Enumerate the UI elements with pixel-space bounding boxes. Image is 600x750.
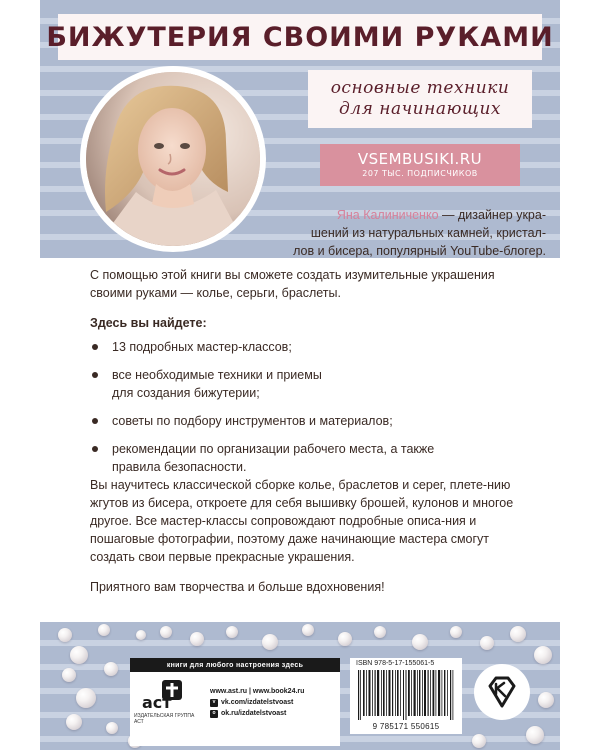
intro-paragraph: С помощью этой книги вы сможете создать изумительные украшения своими руками — колье, серьги, браслеты.	[90, 268, 495, 300]
pearl-icon	[76, 688, 96, 708]
author-bio-line-2: шений из натуральных камней, кристал-	[310, 226, 546, 240]
channel-name: VSEMBUSIKI.RU	[357, 150, 483, 168]
description-paragraph: Вы научитесь классической сборке колье, браслетов и серег, плете-нию жгутов из бисера, откроете для себя вышивку брошей, кулонов и многое другое. Все мастер-классы сопровождают подробные описа-ния и пошаговые фотографии, поэтому даже начинающие мастера смогут создать свои первые прекрасные украшения.	[90, 478, 514, 564]
author-portrait-frame	[80, 66, 266, 252]
subtitle-banner	[308, 70, 532, 128]
pearl-icon	[226, 626, 238, 638]
closing-line: Приятного вам творчества и больше вдохновения!	[90, 580, 385, 594]
vk-icon: v	[210, 699, 218, 707]
pearl-icon	[190, 632, 204, 646]
barcode-icon	[356, 670, 456, 720]
pearl-icon	[104, 662, 118, 676]
list-item	[90, 412, 530, 430]
title-banner	[46, 14, 554, 60]
book-title: БИЖУТЕРИЯ СВОИМИ РУКАМИ	[46, 21, 554, 53]
subtitle-line-1: основные техники	[330, 78, 510, 98]
pearl-icon	[160, 626, 172, 638]
bullet-icon	[92, 372, 98, 378]
pearl-icon	[510, 626, 526, 642]
publisher-caption: ИЗДАТЕЛЬСКАЯ ГРУППА АСТ	[134, 713, 195, 725]
list-item	[90, 440, 450, 476]
pearl-icon	[66, 714, 82, 730]
pearl-icon	[98, 624, 110, 636]
ast-logo-text: аст	[142, 693, 172, 712]
list-item	[90, 338, 530, 356]
ast-logo-icon	[140, 678, 184, 712]
author-name: Яна Калиниченко	[336, 208, 439, 222]
list-item-text: все необходимые техники и приемы для создания бижутерии;	[112, 368, 322, 400]
pearl-icon	[480, 636, 494, 650]
pearl-icon	[58, 628, 72, 642]
pearl-icon	[534, 646, 552, 664]
channel-badge	[320, 144, 520, 186]
pearl-icon	[106, 722, 118, 734]
pearl-icon	[374, 626, 386, 638]
site-link[interactable]	[210, 686, 304, 697]
author-bio-line-1: — дизайнер укра-	[442, 208, 546, 222]
list-item-text: советы по подбору инструментов и материалов;	[112, 414, 393, 428]
bullet-icon	[92, 418, 98, 424]
diamond-badge	[474, 664, 530, 720]
vk-link-text: vk.com/izdatelstvoast	[221, 699, 294, 706]
ok-icon: o	[210, 710, 218, 718]
finds-list	[90, 338, 530, 486]
subtitle-line-2: для начинающих	[339, 99, 501, 119]
pearl-icon	[262, 634, 278, 650]
list-item-text: 13 подробных мастер-классов;	[112, 340, 292, 354]
bullet-icon	[92, 446, 98, 452]
pearl-icon	[302, 624, 314, 636]
list-item	[90, 366, 330, 402]
pearl-icon	[538, 692, 554, 708]
ok-link[interactable]	[210, 708, 304, 719]
author-blurb	[262, 206, 546, 260]
portrait-illustration	[86, 72, 260, 246]
bullet-icon	[92, 344, 98, 350]
publisher-tagline: книги для любого настроения здесь	[130, 658, 340, 672]
pearl-icon	[136, 630, 146, 640]
barcode-number: 9 785171 550615	[372, 722, 440, 731]
pearl-icon	[450, 626, 462, 638]
site-link-text: www.ast.ru | www.book24.ru	[210, 688, 305, 695]
finds-heading: Здесь вы найдете:	[90, 316, 207, 330]
pearl-icon	[62, 668, 76, 682]
author-portrait	[86, 72, 260, 246]
vk-link[interactable]	[210, 697, 304, 708]
pearl-icon	[526, 726, 544, 744]
pearl-icon	[338, 632, 352, 646]
pearl-icon	[472, 734, 486, 748]
ok-link-text: ok.ru/izdatelstvoast	[221, 710, 287, 717]
list-item-text: рекомендации по организации рабочего места, а также правила безопасности.	[112, 442, 435, 474]
isbn-text: ISBN 978-5-17-155061-5	[356, 660, 435, 667]
publisher-links	[210, 686, 304, 719]
pearl-icon	[70, 646, 88, 664]
channel-subscribers: 207 ТЫС. ПОДПИСЧИКОВ	[362, 169, 478, 178]
pearl-icon	[412, 634, 428, 650]
author-bio-line-3: лов и бисера, популярный YouTube-блогер.	[293, 244, 546, 258]
diamond-icon	[482, 672, 522, 712]
